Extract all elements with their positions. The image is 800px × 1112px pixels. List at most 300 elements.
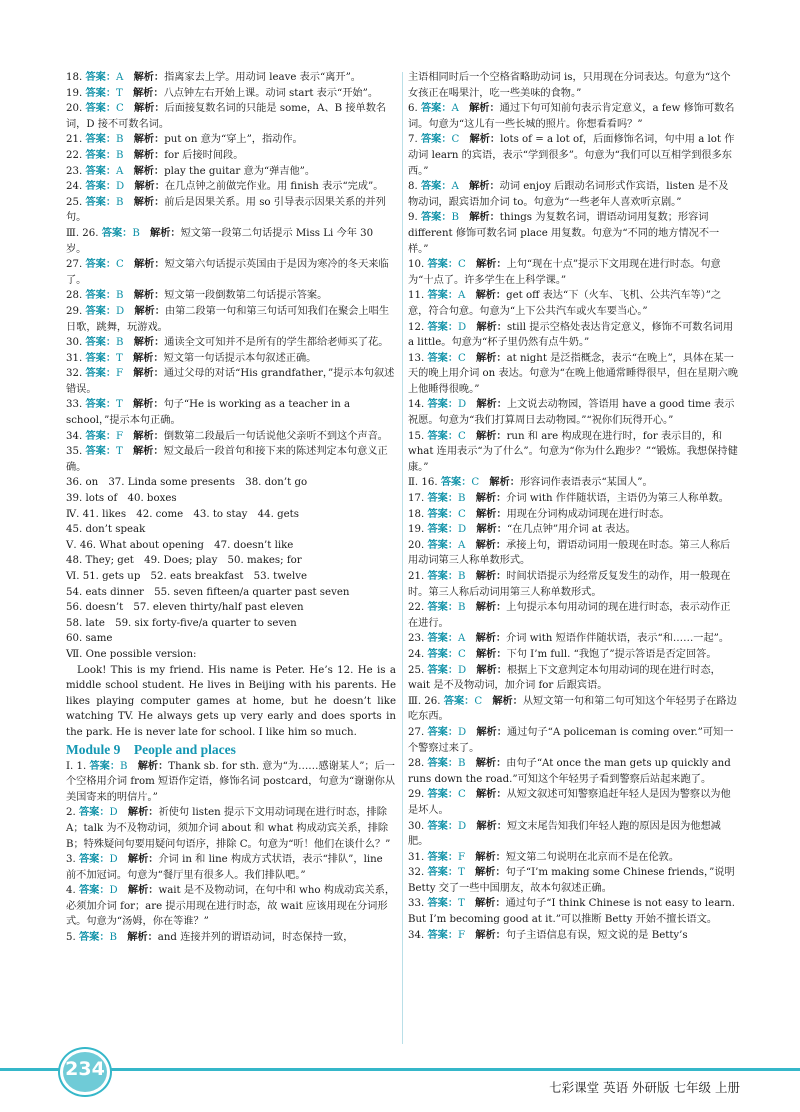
analysis-label: 解析： xyxy=(134,103,165,115)
question-number: 22. xyxy=(66,149,83,161)
answer-label: 答案： xyxy=(427,524,459,536)
answer-value: C xyxy=(116,103,124,115)
analysis-text: 祈使句 listen 提示下文用动词现在进行时态，排除 A；talk 为不及物动词，须加介词 about 和 what 构成动宾关系，排除 B；特殊疑问句要用疑问句语序，排除 C。句意为“听！他们在谈什么？” xyxy=(66,807,391,850)
answer-value: A xyxy=(116,165,124,177)
answer-label: 答案： xyxy=(427,430,459,442)
analysis-label: 解析： xyxy=(475,851,506,863)
answer-label: 答案： xyxy=(427,633,459,645)
answer-item xyxy=(408,631,738,647)
answer-item xyxy=(66,132,396,148)
answer-label: 答案： xyxy=(85,352,117,364)
answer-value: C xyxy=(458,789,466,801)
analysis-text: 介词 in 和 line 构成方式状语，表示“排队”，line 前不加冠词。句意为“餐厅里有很多人。我们排队吧。” xyxy=(66,854,383,881)
question-number: 30. xyxy=(408,820,425,832)
answer-value: C xyxy=(116,259,124,271)
analysis-text: “在几点钟”用介词 at 表达。 xyxy=(506,524,636,536)
question-number: 25. xyxy=(408,664,425,676)
answer-value: T xyxy=(458,898,465,910)
question-number: 10. xyxy=(408,259,425,271)
answer-item xyxy=(408,101,738,132)
answer-item xyxy=(408,865,738,896)
question-number: 30. xyxy=(66,337,83,349)
answer-item xyxy=(408,522,738,538)
question-number: 18. xyxy=(66,72,83,83)
analysis-label: 解析： xyxy=(476,259,507,271)
analysis-label: 解析： xyxy=(133,72,165,83)
analysis-label: 解析： xyxy=(469,103,500,115)
answer-item xyxy=(66,179,396,195)
analysis-label: 解析： xyxy=(475,633,507,645)
answer-value: D xyxy=(109,885,118,897)
answer-label: 答案： xyxy=(427,851,459,863)
answer-label: 答案： xyxy=(427,539,459,551)
question-number: 8. xyxy=(408,181,418,193)
analysis-label: 解析： xyxy=(476,430,507,442)
answer-line: Ⅳ. 41. likes 42. come 43. to stay 44. gets xyxy=(66,508,299,520)
footer-rule xyxy=(0,1068,800,1071)
answer-value: B xyxy=(458,493,466,505)
answer-value: D xyxy=(458,321,467,333)
analysis-text: 通读全文可知并不是所有的学生都给老师买了花。 xyxy=(164,337,389,349)
answer-label: 答案： xyxy=(85,259,117,271)
answer-label: 答案： xyxy=(78,932,110,944)
answer-label: 答案： xyxy=(427,571,459,582)
question-number: 17. xyxy=(408,493,425,505)
answer-label: 答案： xyxy=(85,290,117,302)
answer-item xyxy=(408,132,738,179)
answer-label: 答案： xyxy=(78,807,110,819)
analysis-text: 由句子“At once the man gets up quickly and runs down the road.”可知这个年轻男子看到警察后站起来跑了。 xyxy=(408,758,731,785)
question-number: 28. xyxy=(408,758,425,770)
answer-line: 主语相同时后一个空格省略助动词 is，只用现在分词表达。句意为“这个女孩正在喝果汁，吃一些美味的食物。” xyxy=(408,72,731,99)
answer-label: 答案： xyxy=(85,337,117,349)
answer-item xyxy=(66,70,396,86)
question-number: 11. xyxy=(408,290,425,302)
analysis-label: 解析： xyxy=(476,508,507,520)
answer-label: 答案： xyxy=(427,399,459,411)
page-number: 234 xyxy=(65,1058,105,1080)
answer-label: 答案： xyxy=(427,664,459,676)
analysis-label: 解析： xyxy=(475,571,507,582)
module-heading: Module 9 People and places xyxy=(66,741,236,757)
analysis-text: 形容词作表语表示“某国人”。 xyxy=(519,477,653,489)
answer-value: D xyxy=(458,820,467,832)
analysis-label: 解析： xyxy=(475,290,507,302)
question-number: 14. xyxy=(408,399,425,411)
answer-item xyxy=(66,86,396,102)
book-title: 七彩课堂 英语 外研版 七年级 上册 xyxy=(549,1080,740,1095)
answer-item xyxy=(408,320,738,351)
analysis-text: 通过父母的对话“His grandfather，”提示本句叙述错误。 xyxy=(66,368,395,395)
question-number: 32. xyxy=(66,368,83,380)
question-number: 27. xyxy=(66,259,83,271)
analysis-label: 解析： xyxy=(492,695,523,707)
question-number: 29. xyxy=(408,789,425,801)
left-column xyxy=(66,70,396,946)
answer-label: 答案： xyxy=(440,477,472,489)
answer-line: 54. eats dinner 55. seven fifteen/a quarter past seven xyxy=(66,586,350,598)
answer-item xyxy=(66,195,396,226)
answer-value: B xyxy=(116,149,124,161)
question-number: 22. xyxy=(408,602,425,614)
analysis-label: 解析： xyxy=(134,181,165,193)
question-number: 9. xyxy=(408,212,418,224)
answer-item xyxy=(66,288,396,304)
answer-item xyxy=(408,647,738,663)
answer-label: 答案： xyxy=(427,820,459,832)
answer-line: 60. same xyxy=(66,633,113,645)
answer-label: 答案： xyxy=(101,227,133,239)
analysis-label: 解析： xyxy=(133,446,164,458)
answer-item xyxy=(408,491,738,507)
answer-label: 答案： xyxy=(427,648,459,660)
answer-item xyxy=(408,257,738,288)
analysis-text: 八点钟左右开始上课。动词 start 表示“开始”。 xyxy=(163,87,379,99)
answer-label: 答案： xyxy=(85,446,117,458)
answer-item xyxy=(66,304,396,335)
question-number: 25. xyxy=(66,196,83,208)
analysis-label: 解析： xyxy=(476,321,507,333)
analysis-label: 解析： xyxy=(127,932,158,944)
answer-value: D xyxy=(458,399,467,411)
analysis-label: 解析： xyxy=(133,399,164,411)
analysis-text: wait 是不及物动词，在句中和 who 构成动宾关系，必须加介词 for；are 提示用现在进行时态，故 wait 应该用现在分词形式。句意为“汤姆，你在等谁？” xyxy=(66,885,396,928)
answer-line: Ⅵ. 51. gets up 52. eats breakfast 53. twelve xyxy=(66,571,307,582)
analysis-text: 上句提示本句用动词的现在进行时态，表示动作正在进行。 xyxy=(408,602,731,629)
answer-value: T xyxy=(458,867,465,879)
analysis-label: 解析： xyxy=(476,399,507,411)
analysis-label: 解析： xyxy=(133,368,164,380)
analysis-label: 解析： xyxy=(133,165,165,177)
question-number: 21. xyxy=(66,134,83,146)
analysis-text: 后面接复数名词的只能是 some，A、B 接单数名词，D 接不可数名词。 xyxy=(66,103,387,130)
answer-item xyxy=(408,351,738,398)
answer-item xyxy=(408,538,738,569)
question-number: 15. xyxy=(408,430,425,442)
analysis-text: 承接上句，谓语动词用一般现在时态。第三人称后用动词第三人称单数形式。 xyxy=(408,539,731,567)
answer-label: 答案： xyxy=(420,181,452,193)
answer-item xyxy=(408,569,738,600)
answer-item xyxy=(408,694,738,725)
answer-value: A xyxy=(458,633,466,645)
analysis-text: and 连接并列的谓语动词，时态保持一致， xyxy=(157,932,354,944)
analysis-label: 解析： xyxy=(127,885,159,897)
question-number: 29. xyxy=(66,305,83,317)
answer-label: 答案： xyxy=(427,290,459,302)
analysis-label: 解析： xyxy=(133,87,164,99)
question-number: 28. xyxy=(66,290,83,302)
answer-item xyxy=(66,759,396,806)
analysis-text: 短文第六句话提示英国由于是因为寒冷的冬天来临了。 xyxy=(66,259,389,286)
question-number: 7. xyxy=(408,134,418,146)
answer-label: 答案： xyxy=(85,368,117,380)
analysis-label: 解析： xyxy=(133,149,165,161)
answer-value: B xyxy=(458,571,466,582)
question-number: 4. xyxy=(66,885,76,897)
analysis-label: 解析： xyxy=(133,134,165,146)
answer-value: A xyxy=(458,290,466,302)
analysis-text: 上句“现在十点”提示下文用现在进行时态。句意为“十点了。许多学生在上科学课。” xyxy=(408,259,721,286)
analysis-label: 解析： xyxy=(475,929,506,941)
analysis-text: 介词 with 作伴随状语，主语仍为第三人称单数。 xyxy=(506,493,729,505)
answer-label: 答案： xyxy=(427,929,459,941)
answer-label: 答案： xyxy=(427,259,459,271)
question-number: 20. xyxy=(408,539,425,551)
analysis-label: 解析： xyxy=(133,196,165,208)
analysis-text: put on 意为“穿上”，指动作。 xyxy=(164,134,303,146)
answer-value: T xyxy=(116,352,123,364)
answer-value: A xyxy=(458,539,466,551)
answer-value: B xyxy=(451,212,460,224)
answer-label: 答案： xyxy=(427,508,459,520)
analysis-label: 解析： xyxy=(475,898,506,910)
answer-item xyxy=(66,257,396,288)
answer-label: 答案： xyxy=(85,149,117,161)
analysis-text: 指离家去上学。用动词 leave 表示“离开”。 xyxy=(164,72,361,83)
question-number: Ⅲ. 26. xyxy=(408,695,441,707)
analysis-label: 解析： xyxy=(476,352,507,364)
answer-value: T xyxy=(116,87,123,99)
answer-label: 答案： xyxy=(85,165,117,177)
answer-value: A xyxy=(451,103,459,115)
answer-item xyxy=(408,896,738,927)
answer-label: 答案： xyxy=(427,898,459,910)
answer-item xyxy=(408,179,738,210)
answer-label: 答案： xyxy=(427,867,459,879)
question-number: 2. xyxy=(66,807,76,819)
analysis-text: 短文第二句说明在北京而不是在伦敦。 xyxy=(505,851,680,863)
question-number: 18. xyxy=(408,508,425,520)
analysis-text: 通过下句可知前句表示肯定意义，a few 修饰可数名词。句意为“这儿有一些长城的照片。你想看看吗？” xyxy=(408,103,735,130)
analysis-label: 解析： xyxy=(476,648,507,660)
question-number: 34. xyxy=(66,430,83,442)
answer-item xyxy=(408,663,738,694)
answer-value: C xyxy=(451,134,460,146)
analysis-text: run 和 are 构成现在进行时，for 表示目的，和 what 连用表示“为了什么”。句意为“你为什么跑步？”“锻炼。我想保持健康。” xyxy=(408,430,738,473)
answer-label: 答案： xyxy=(443,695,475,707)
answer-item xyxy=(408,850,738,866)
answer-item xyxy=(66,930,396,946)
answer-line: 48. They; get 49. Does; play 50. makes; for xyxy=(66,555,302,567)
answer-value: A xyxy=(451,181,459,193)
analysis-text: 上文说去动物园，答语用 have a good time 表示祝愿。句意为“我们打算周日去动物园。”“祝你们玩得开心。” xyxy=(408,399,735,427)
answer-value: B xyxy=(116,290,124,302)
answer-label: 答案： xyxy=(427,726,459,738)
answer-value: D xyxy=(458,726,467,738)
analysis-text: get off 表达“下（火车、飞机、公共汽车等）”之意，符合句意。句意为“上下公共汽车或火车要当心。” xyxy=(408,290,722,317)
question-number: 12. xyxy=(408,321,425,333)
analysis-text: 从短文第一句和第二句可知这个年轻男子在路边吃东西。 xyxy=(408,695,737,723)
answer-item xyxy=(408,475,738,491)
question-number: 21. xyxy=(408,571,425,582)
answer-value: C xyxy=(471,477,480,489)
answer-item xyxy=(408,819,738,850)
analysis-text: 下句 I’m full. “我饱了”提示答语是否定回答。 xyxy=(506,648,717,660)
analysis-text: 短文第一段第二句话提示 Miss Li 今年 30 岁。 xyxy=(66,227,374,255)
answer-value: B xyxy=(120,760,128,772)
analysis-text: Thank sb. for sth. 意为“为……感谢某人”；后一个空格用介词 from 短语作定语，修饰名词 postcard，句意为“谢谢你从美国寄来的明信片。” xyxy=(66,760,396,803)
question-number: 35. xyxy=(66,446,83,458)
answer-item xyxy=(66,351,396,367)
column-divider xyxy=(402,72,403,1044)
answer-label: 答案： xyxy=(85,305,117,317)
question-number: 6. xyxy=(408,103,418,115)
answer-value: B xyxy=(132,227,140,239)
analysis-text: 动词 enjoy 后跟动名词形式作宾语，listen 是不及物动词，跟宾语加介词 to。句意为“一些老年人喜欢听京剧。” xyxy=(408,181,729,208)
question-number: 27. xyxy=(408,726,425,738)
answer-value: D xyxy=(109,807,118,819)
answer-label: 答案： xyxy=(85,134,117,146)
answer-item xyxy=(408,288,738,319)
answer-item xyxy=(66,444,396,475)
analysis-text: 短文末尾告知我们年轻人跑的原因是因为他想减肥。 xyxy=(408,820,721,848)
answer-label: 答案： xyxy=(85,430,117,442)
analysis-label: 解析： xyxy=(475,602,507,614)
answer-line: 36. on 37. Linda some presents 38. don’t go xyxy=(66,477,308,489)
answer-item xyxy=(66,335,396,351)
analysis-text: 在几点钟之前做完作业。用 finish 表示“完成”。 xyxy=(164,181,384,193)
analysis-text: 由第二段第一句和第三句话可知我们在聚会上唱生日歌，跳舞，玩游戏。 xyxy=(66,305,390,333)
answer-value: C xyxy=(458,648,466,660)
question-number: 3. xyxy=(66,854,76,866)
answer-item xyxy=(66,429,396,445)
analysis-text: 通过句子“A policeman is coming over.”可知一个警察过来了。 xyxy=(408,726,734,754)
question-number: 20. xyxy=(66,103,83,115)
question-number: 33. xyxy=(66,399,83,411)
analysis-label: 解析： xyxy=(133,290,165,302)
question-number: 23. xyxy=(66,165,83,177)
analysis-label: 解析： xyxy=(150,227,181,239)
analysis-text: 短文第一段倒数第二句话提示答案。 xyxy=(164,290,328,302)
analysis-label: 解析： xyxy=(469,134,501,146)
answer-item xyxy=(408,210,738,257)
answer-item xyxy=(66,805,396,852)
answer-value: B xyxy=(458,758,466,770)
analysis-text: 句子“He is working as a teacher in a school，”提示本句正确。 xyxy=(66,399,351,427)
answer-value: B xyxy=(458,602,466,614)
answer-item xyxy=(66,883,396,930)
answer-item xyxy=(408,429,738,476)
analysis-label: 解析： xyxy=(133,352,164,364)
answer-label: 答案： xyxy=(427,602,459,614)
answer-value: D xyxy=(109,854,118,866)
question-number: 34. xyxy=(408,929,425,941)
analysis-text: 短文最后一段首句和接下来的陈述判定本句意义正确。 xyxy=(66,446,388,473)
answer-line: 58. late 59. six forty-five/a quarter to seven xyxy=(66,617,297,629)
answer-value: F xyxy=(116,368,124,380)
answer-label: 答案： xyxy=(89,760,121,772)
analysis-label: 解析： xyxy=(134,259,165,271)
answer-label: 答案： xyxy=(420,212,452,224)
answer-label: 答案： xyxy=(427,758,459,770)
answer-item xyxy=(66,852,396,883)
analysis-label: 解析： xyxy=(475,867,506,879)
analysis-label: 解析： xyxy=(127,807,159,819)
answer-label: 答案： xyxy=(85,87,117,99)
question-number: 31. xyxy=(66,352,83,364)
question-number: Ⅲ. 26. xyxy=(66,227,99,239)
answer-value: B xyxy=(109,932,118,944)
answer-item xyxy=(66,226,396,257)
answer-label: 答案： xyxy=(85,399,117,411)
analysis-text: 用现在分词构成动词现在进行时态。 xyxy=(506,508,670,520)
model-essay: Look! This is my friend. His name is Peter. He’s 12. He is a middle school student. He lives in Beijing with his parents. He likes playing computer games at home, but he doesn’t like watching TV. He always gets up very early and does sports in the park. He is never late for school. I like him so much. xyxy=(66,664,396,738)
analysis-label: 解析： xyxy=(475,493,507,505)
answer-value: C xyxy=(474,695,483,707)
answer-item xyxy=(66,397,396,428)
answer-value: D xyxy=(116,181,125,193)
analysis-label: 解析： xyxy=(475,539,507,551)
right-column xyxy=(408,70,738,943)
question-number: Ⅱ. 16. xyxy=(408,477,438,489)
answer-item xyxy=(408,397,738,428)
answer-label: 答案： xyxy=(85,181,117,193)
answer-value: F xyxy=(458,851,466,863)
answer-line: 56. doesn’t 57. eleven thirty/half past eleven xyxy=(66,602,304,614)
analysis-label: 解析： xyxy=(133,430,164,442)
analysis-text: 时间状语提示为经常反复发生的动作，用一般现在时。第三人称后动词用第三人称单数形式。 xyxy=(408,571,731,598)
analysis-label: 解析： xyxy=(475,758,507,770)
question-number: 31. xyxy=(408,851,425,863)
answer-label: 答案： xyxy=(420,134,452,146)
question-number: 13. xyxy=(408,352,425,364)
question-number: 24. xyxy=(66,181,83,193)
answer-value: D xyxy=(458,664,467,676)
analysis-label: 解析： xyxy=(476,664,507,676)
analysis-label: 解析： xyxy=(469,181,500,193)
analysis-label: 解析： xyxy=(476,820,507,832)
answer-item xyxy=(408,787,738,818)
analysis-text: at night 是泛指概念，表示“在晚上”，具体在某一天的晚上用介词 on 表达。句意为“在晚上他通常睡得很早，但在星期六晚上他睡得很晚。” xyxy=(408,352,739,395)
answer-value: D xyxy=(458,524,467,536)
answer-label: 答案： xyxy=(78,854,110,866)
answer-label: 答案： xyxy=(427,352,459,364)
answer-label: 答案： xyxy=(427,789,459,801)
question-number: 19. xyxy=(66,87,83,99)
analysis-text: 根据上下文意判定本句用动词的现在进行时态，wait 是不及物动词，加介词 for 后跟宾语。 xyxy=(408,664,721,692)
analysis-label: 解析： xyxy=(133,337,165,349)
answer-item xyxy=(408,928,738,944)
analysis-label: 解析： xyxy=(469,212,500,224)
answer-value: C xyxy=(458,508,466,520)
answer-label: 答案： xyxy=(85,196,117,208)
answer-label: 答案： xyxy=(427,321,459,333)
answer-item xyxy=(408,600,738,631)
analysis-text: 从短文叙述可知警察追赶年轻人是因为警察以为他是坏人。 xyxy=(408,789,731,816)
answer-value: F xyxy=(116,430,124,442)
answer-item xyxy=(408,756,738,787)
analysis-text: for 后接时间段。 xyxy=(164,149,244,161)
question-number: 24. xyxy=(408,648,425,660)
answer-value: A xyxy=(116,72,124,83)
analysis-text: 句子主语信息有误，短文说的是 Betty’s xyxy=(505,929,688,941)
answer-value: C xyxy=(458,430,466,442)
question-number: 23. xyxy=(408,633,425,645)
answer-item xyxy=(66,366,396,397)
question-number: 32. xyxy=(408,867,425,879)
answer-label: 答案： xyxy=(427,493,459,505)
answer-item xyxy=(66,164,396,180)
answer-item xyxy=(408,725,738,756)
answer-label: 答案： xyxy=(420,103,452,115)
analysis-label: 解析： xyxy=(127,854,159,866)
analysis-label: 解析： xyxy=(134,305,165,317)
question-number: Ⅰ. 1. xyxy=(66,760,87,772)
analysis-text: play the guitar 意为“弹吉他”。 xyxy=(164,165,316,177)
answer-line: Ⅴ. 46. What about opening 47. doesn’t like xyxy=(66,539,294,551)
answer-value: B xyxy=(116,196,124,208)
analysis-text: 短文第一句话提示本句叙述正确。 xyxy=(163,352,317,364)
